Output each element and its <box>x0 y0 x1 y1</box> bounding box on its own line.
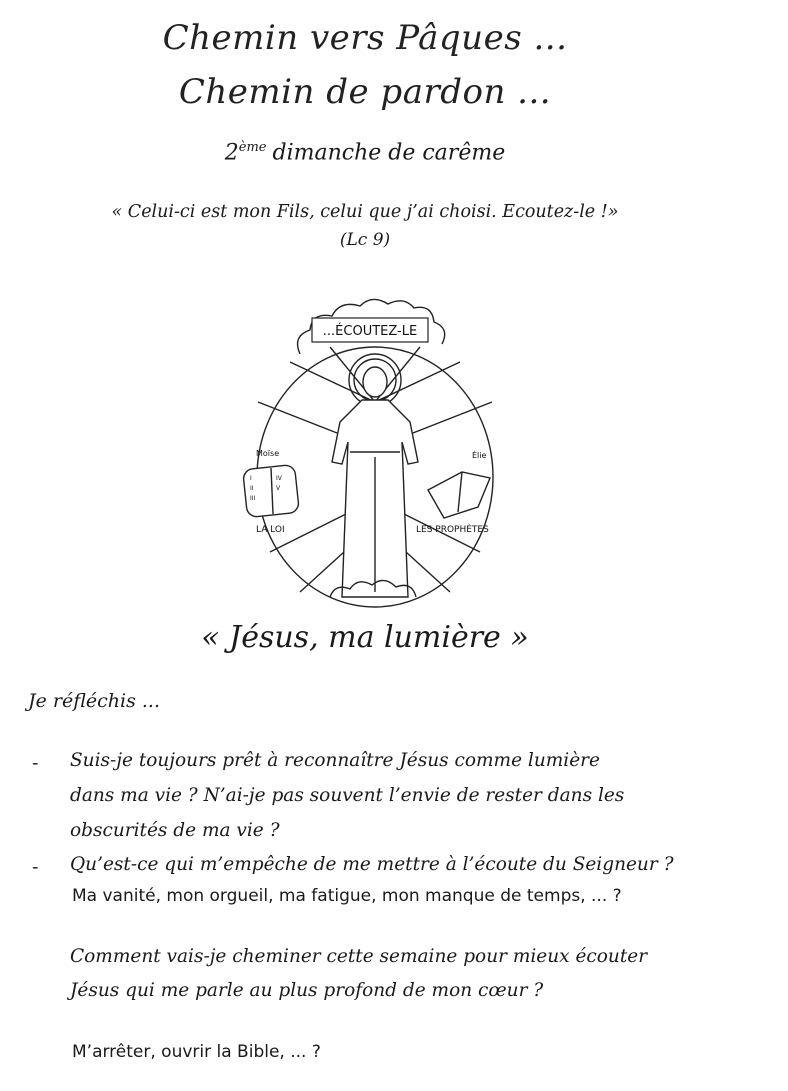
title-line-2: Chemin de pardon ... <box>178 72 552 112</box>
tablet-numeral: IV <box>276 475 282 482</box>
subtitle-ordinal-suffix: ème <box>238 140 267 155</box>
question-1-line-3: obscurités de ma vie ? <box>70 820 280 841</box>
question-3-line-1: Comment vais-je cheminer cette semaine pour mieux écouter <box>70 946 648 967</box>
gospel-reference: (Lc 9) <box>339 230 391 250</box>
head <box>363 367 387 397</box>
subtitle-text: dimanche de carême <box>272 140 506 166</box>
subtitle <box>0 140 730 165</box>
reflect-heading: Je réfléchis ... <box>28 690 161 712</box>
title-line-1: Chemin vers Pâques ... <box>162 18 568 58</box>
question-2-answer: Ma vanité, mon orgueil, ma fatigue, mon manque de temps, ... ? <box>72 886 622 906</box>
question-3-line-2: Jésus qui me parle au plus profond de mon cœur ? <box>70 980 544 1001</box>
question-1-line-1: Suis-je toujours prêt à reconnaître Jésus comme lumière <box>70 750 600 771</box>
bullet-1: - <box>32 752 39 774</box>
jesus-illustration <box>230 292 520 608</box>
tablet-numeral: I <box>250 475 252 482</box>
tablet-numeral: II <box>250 485 254 492</box>
banner-text: ...ÉCOUTEZ-LE <box>322 324 418 339</box>
prophets-label: LES PROPHÈTES <box>416 525 489 535</box>
subtitle-ordinal: 2 <box>224 140 239 166</box>
tablet-numeral: V <box>276 485 281 492</box>
gospel-quote: « Celui-ci est mon Fils, celui que j’ai choisi. Ecoutez-le !» <box>111 202 619 222</box>
law-label: LA LOI <box>256 525 285 535</box>
elijah-label: Élie <box>472 451 487 460</box>
main-quote: « Jésus, ma lumière » <box>201 620 529 655</box>
bullet-2: - <box>32 856 39 878</box>
question-1-line-2: dans ma vie ? N’ai-je pas souvent l’envie de rester dans les <box>70 785 625 806</box>
question-3-answer: M’arrêter, ouvrir la Bible, ... ? <box>72 1042 321 1062</box>
question-2-line: Qu’est-ce qui m’empêche de me mettre à l’écoute du Seigneur ? <box>70 854 674 875</box>
tablet-numeral: III <box>250 495 256 502</box>
moses-label: Moïse <box>256 449 280 458</box>
